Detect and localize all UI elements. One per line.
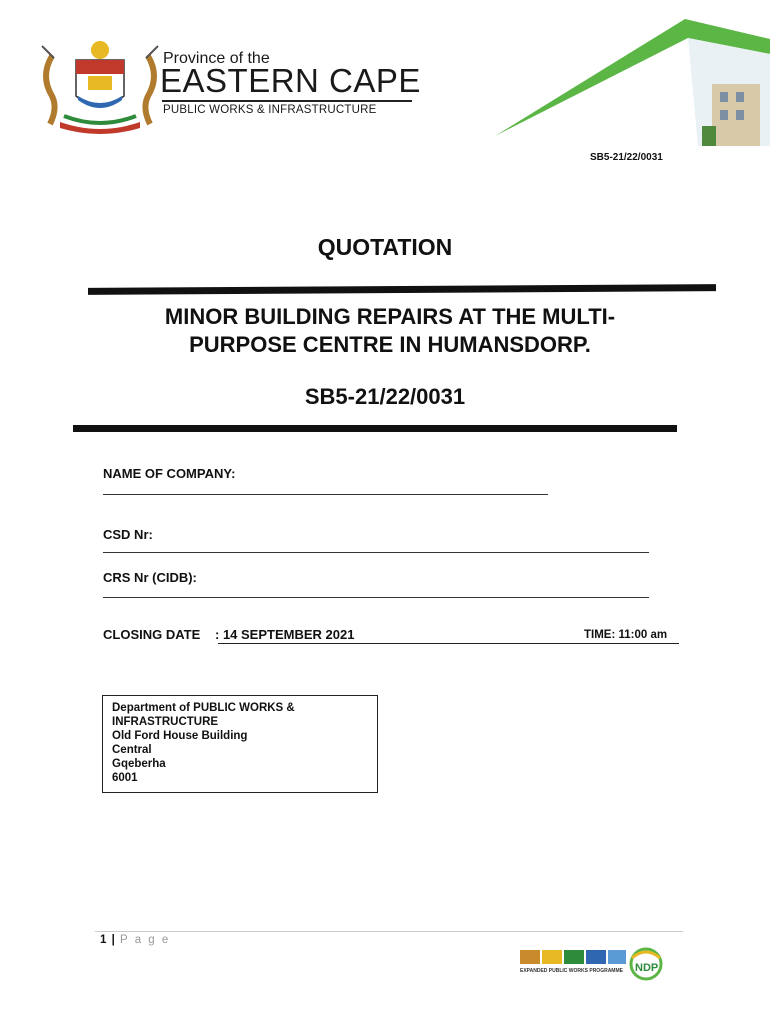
address-line: 6001 bbox=[112, 772, 138, 784]
project-title bbox=[100, 303, 680, 359]
title-rule-top bbox=[88, 284, 716, 295]
closing-time: TIME: 11:00 am bbox=[584, 629, 668, 641]
address-line: Gqeberha bbox=[112, 758, 166, 770]
csd-number-field[interactable] bbox=[103, 552, 649, 553]
closing-date-underline bbox=[218, 643, 679, 644]
province-line: Province of the bbox=[163, 50, 270, 67]
address-line: Department of PUBLIC WORKS & bbox=[112, 702, 295, 714]
title-rule-bottom bbox=[73, 425, 677, 432]
header-divider bbox=[162, 100, 412, 102]
document-title: QUOTATION bbox=[317, 234, 453, 260]
page-number-value: 1 bbox=[100, 934, 107, 946]
closing-date-value: : 14 SEPTEMBER 2021 bbox=[215, 627, 355, 642]
ndp-logo-text: NDP bbox=[635, 962, 659, 974]
header-reference: SB5-21/22/0031 bbox=[590, 152, 663, 163]
csd-number-label: CSD Nr: bbox=[103, 527, 153, 542]
crs-number-label: CRS Nr (CIDB): bbox=[103, 570, 197, 585]
crs-number-field[interactable] bbox=[103, 597, 649, 598]
page-number bbox=[100, 934, 170, 946]
document-reference: SB5-21/22/0031 bbox=[304, 384, 466, 409]
company-name-label: NAME OF COMPANY: bbox=[103, 466, 236, 481]
project-title-line1: MINOR BUILDING REPAIRS AT THE MULTI- bbox=[164, 304, 616, 329]
footer-divider bbox=[95, 931, 683, 932]
address-line: Old Ford House Building bbox=[112, 730, 248, 742]
project-title-line2: PURPOSE CENTRE IN HUMANSDORP. bbox=[189, 332, 591, 357]
address-box bbox=[102, 695, 378, 793]
closing-date-label: CLOSING DATE bbox=[103, 627, 201, 642]
address-line: INFRASTRUCTURE bbox=[112, 716, 219, 728]
company-name-field[interactable] bbox=[103, 494, 548, 495]
province-name: EASTERN CAPE bbox=[160, 62, 421, 99]
epwp-logo-text: EXPANDED PUBLIC WORKS PROGRAMME bbox=[520, 968, 623, 974]
epwp-logo bbox=[518, 946, 668, 982]
page-number-separator: | bbox=[111, 934, 115, 946]
coat-of-arms-logo bbox=[30, 36, 170, 136]
page-label: P a g e bbox=[120, 934, 171, 946]
address-line: Central bbox=[112, 744, 152, 756]
department-name: PUBLIC WORKS & INFRASTRUCTURE bbox=[163, 104, 377, 116]
roof-graphic bbox=[490, 14, 770, 154]
